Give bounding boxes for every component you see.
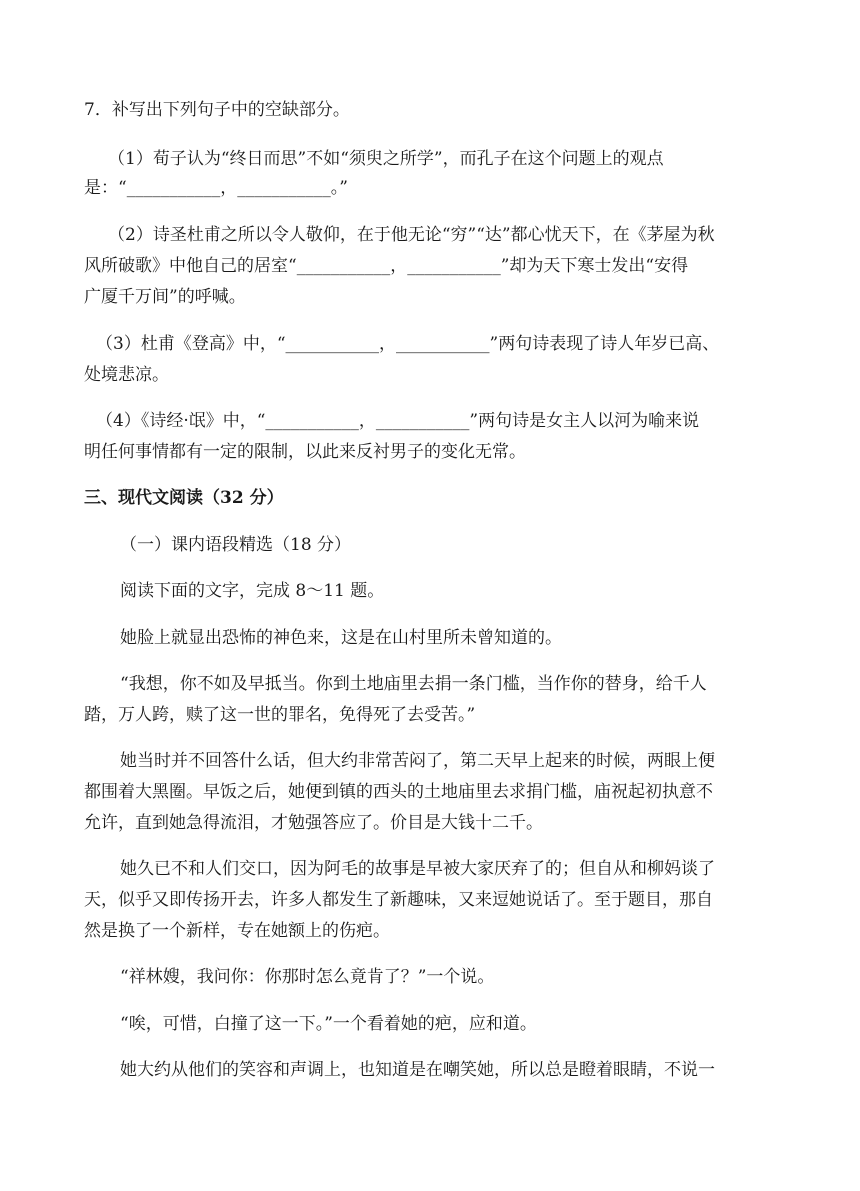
passage-paragraph-1: 她脸上就显出恐怖的神色来，这是在山村里所未曾知道的。	[120, 628, 562, 648]
q7-item-2-line-1: （2）诗圣杜甫之所以令人敬仰，在于他无论“穷”“达”都心忧天下，在《茅屋为秋	[108, 225, 715, 245]
section-3-heading: 三、现代文阅读（32 分）	[84, 488, 284, 508]
passage-paragraph-4-line-2: 天，似乎又即传扬开去，许多人都发生了新趣味，又来逗她说话了。至于题目，那自	[84, 890, 713, 910]
passage-paragraph-4-line-1: 她久已不和人们交口，因为阿毛的故事是早被大家厌弃了的；但自从和柳妈谈了	[120, 859, 715, 879]
question-7-title: 7．补写出下列句子中的空缺部分。	[84, 100, 350, 120]
passage-paragraph-3-line-2: 都围着大黑圈。早饭之后，她便到镇的西头的土地庙里去求捐门槛，庙祝起初执意不	[84, 782, 713, 802]
passage-paragraph-2-line-1: “我想，你不如及早抵当。你到土地庙里去捐一条门槛，当作你的替身，给千人	[120, 674, 707, 694]
q7-item-4-line-1: （4）《诗经·氓》中，“___________，___________”两句诗是女主人以河为喻来说	[96, 411, 700, 431]
passage-paragraph-3-line-3: 允许，直到她急得流泪，才勉强答应了。价目是大钱十二千。	[84, 813, 543, 833]
passage-paragraph-6: “唉，可惜，白撞了这一下。”一个看着她的疤，应和道。	[120, 1014, 537, 1034]
q7-item-2-line-3: 广厦千万间”的呼喊。	[84, 287, 246, 307]
q7-item-2-line-2: 风所破歌》中他自己的居室“___________，___________”却为天下寒士发出“安得	[84, 256, 689, 276]
passage-paragraph-5: “祥林嫂，我问你：你那时怎么竟肯了？”一个说。	[120, 967, 495, 987]
q7-item-1-line-2: 是：“___________，___________。”	[84, 178, 348, 198]
q7-item-4-line-2: 明任何事情都有一定的限制，以此来反衬男子的变化无常。	[84, 442, 526, 462]
passage-paragraph-4-line-3: 然是换了一个新样，专在她额上的伤疤。	[84, 921, 390, 941]
passage-paragraph-7-line-1: 她大约从他们的笑容和声调上，也知道是在嘲笑她，所以总是瞪着眼睛，不说一	[120, 1060, 715, 1080]
q7-item-1-line-1: （1）荀子认为“终日而思”不如“须臾之所学”，而孔子在这个问题上的观点	[108, 149, 664, 169]
q7-item-3-line-1: （3）杜甫《登高》中，“___________，___________”两句诗表现了诗人年岁已高、	[96, 334, 720, 354]
reading-instruction: 阅读下面的文字，完成 8～11 题。	[120, 581, 385, 601]
passage-paragraph-2-line-2: 踏，万人跨，赎了这一世的罪名，免得死了去受苦。”	[84, 705, 476, 725]
passage-paragraph-3-line-1: 她当时并不回答什么话，但大约非常苦闷了，第二天早上起来的时候，两眼上便	[120, 751, 715, 771]
section-3-sub-heading: （一）课内语段精选（18 分）	[120, 535, 352, 555]
q7-item-3-line-2: 处境悲凉。	[84, 365, 169, 385]
